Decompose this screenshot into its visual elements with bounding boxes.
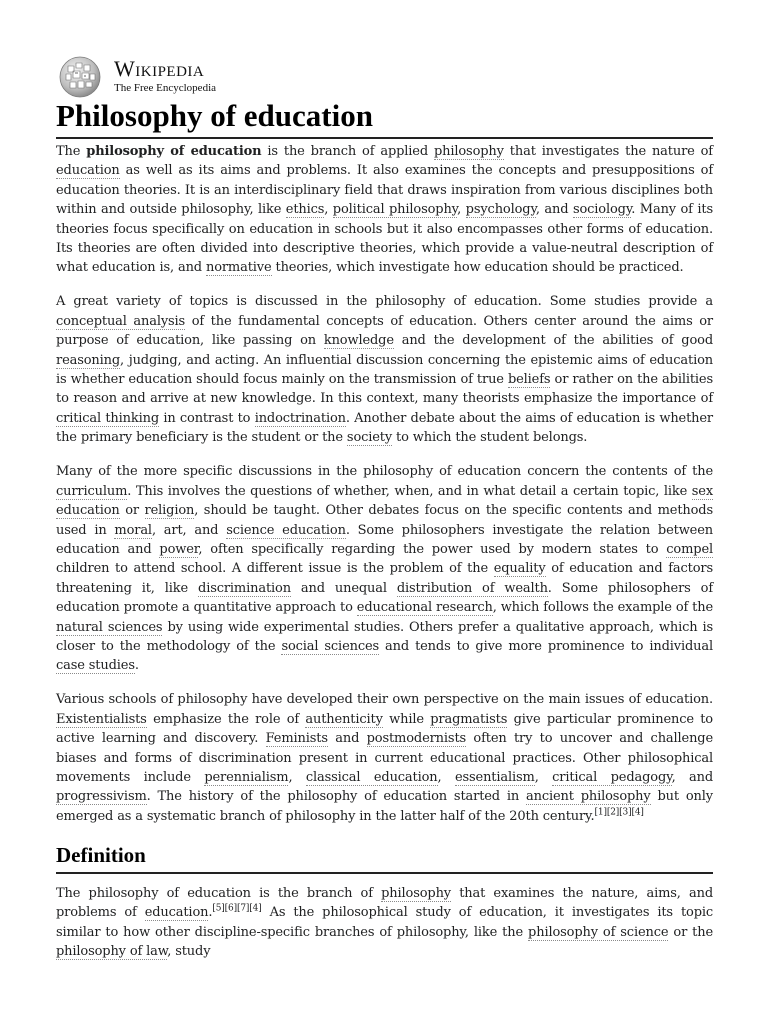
text-run: by using wide experimental studies. Others prefer a qualitative approach, which is closer to the methodology of the <box>56 619 713 654</box>
text-run: . Another debate about the aims of education is whether the primary beneficiary is the student or the <box>56 410 714 446</box>
citation-ref-link[interactable]: [1] <box>594 807 607 818</box>
article-link[interactable]: sociology <box>572 202 632 218</box>
article-link[interactable]: essentialism <box>454 769 535 785</box>
text-run: , <box>534 769 553 785</box>
text-run: . The history of the philosophy of education started in <box>146 789 527 805</box>
citation-ref-link[interactable]: [5] <box>212 904 225 915</box>
text-run: . Some philosophers of education promote a quantitative approach to <box>56 580 714 616</box>
text-run: A great variety of topics is discussed in the philosophy of education. Some studies provide a <box>56 294 713 310</box>
article-link[interactable]: moral <box>114 522 152 538</box>
text-run: to which the student belongs. <box>392 430 588 446</box>
article-link[interactable]: perennialism <box>204 769 289 785</box>
text-run: in contrast to <box>159 410 255 426</box>
text-run: theories, which investigate how education should be practiced. <box>271 260 684 276</box>
citation-ref-link[interactable]: [7] <box>236 904 250 915</box>
article-link[interactable]: beliefs <box>507 372 551 388</box>
article-body <box>56 142 713 841</box>
citation-ref-link[interactable]: [4] <box>249 904 262 915</box>
text-run: and unequal <box>290 580 397 596</box>
text-run: emphasize the role of <box>146 711 306 727</box>
text-run: Many of the more specific discussions in the philosophy of education concern the contents of the <box>56 464 713 480</box>
article-link[interactable]: classical education <box>305 769 438 785</box>
article-link[interactable]: Feminists <box>265 731 328 747</box>
text-run: , study <box>167 944 211 960</box>
text-run: and tends to give more prominence to individual <box>379 638 713 654</box>
text-run: , <box>437 769 455 785</box>
article-link[interactable]: political philosophy <box>332 202 458 218</box>
text-run: children to attend school. A different issue is the problem of the <box>56 561 494 577</box>
definition-paragraph-1 <box>56 884 713 962</box>
article-link[interactable]: philosophy <box>433 144 504 159</box>
bold-term: philosophy of education <box>86 144 262 159</box>
text-run: , and <box>535 202 573 218</box>
text-run: Various schools of philosophy have developed their own perspective on the main issues of education. <box>56 692 713 708</box>
text-run: , judging, and acting. An influential discussion concerning the epistemic aims of education is whether education should focus mainly on the transmission of true <box>56 352 713 388</box>
text-run: . <box>208 905 213 921</box>
section-definition-body <box>56 884 713 976</box>
text-run: , <box>457 202 466 218</box>
text-run: or rather on the abilities to reason and arrive at new knowledge. In this context, many theorists emphasize the importance of <box>56 372 713 407</box>
article-link[interactable]: reasoning <box>56 352 121 368</box>
article-link[interactable]: philosophy of law <box>56 944 168 960</box>
text-run: The philosophy of education is the branch of <box>56 886 382 901</box>
text-run: . This involves the questions of whether, when, and in what detail a certain topic, like <box>127 483 692 499</box>
article-link[interactable]: philosophy <box>381 886 451 901</box>
article-link[interactable]: educational research <box>356 600 493 616</box>
text-run: , art, and <box>151 522 227 538</box>
article-link[interactable]: ethics <box>285 202 325 218</box>
text-run: , should be taught. Other debates focus on the specific contents and methods used in <box>56 503 713 538</box>
article-link[interactable]: science education <box>226 522 346 538</box>
lead-paragraph-4 <box>56 690 713 826</box>
text-run: , <box>288 769 306 785</box>
article-link[interactable]: society <box>346 430 393 446</box>
article-link[interactable]: pragmatists <box>430 711 508 727</box>
lead-paragraph-2 <box>56 292 713 447</box>
page-title: Philosophy of education <box>56 96 713 139</box>
site-tagline: The Free Encyclopedia <box>114 82 217 94</box>
text-run: that examines the nature, aims, and problems of <box>56 886 713 921</box>
article-link[interactable]: sex education <box>56 483 713 519</box>
text-run: . Many of its theories focus specifically on education in schools but it also encompasses other forms of education. Its theories are often divided into descriptive theories, which provide a value-neutral description of what education is, and <box>56 202 713 276</box>
article-link[interactable]: education <box>56 163 120 179</box>
article-link[interactable]: normative <box>205 260 272 276</box>
text-run: , often specifically regarding the power used by modern states to <box>198 541 667 557</box>
article-link[interactable]: knowledge <box>323 333 394 349</box>
lead-paragraph-1 <box>56 142 713 278</box>
text-run: of the fundamental concepts of education. Others center around the aims or purpose of education, like passing on <box>56 313 713 349</box>
article-link[interactable]: postmodernists <box>366 731 467 747</box>
wordmark[interactable] <box>114 58 216 94</box>
article-link[interactable]: distribution of wealth <box>396 580 548 596</box>
article-link[interactable]: education <box>144 905 209 921</box>
text-run: as well as its aims and problems. It also examines the concepts and presuppositions of education theories. It is an interdisciplinary field that draws inspiration from various disciplines both within and outside philosophy, like <box>56 163 713 218</box>
article-link[interactable]: authenticity <box>305 711 383 727</box>
section-heading-definition: Definition <box>56 840 713 874</box>
article-link[interactable]: social sciences <box>281 638 380 654</box>
text-run: . Some philosophers investigate the relation between education and <box>56 522 713 557</box>
article-link[interactable]: Existentialists <box>56 711 147 727</box>
article-link[interactable]: progressivism <box>56 789 147 805</box>
citation-ref-link[interactable]: [4] <box>631 807 644 818</box>
text-run: often try to uncover and challenge biases and forms of discrimination present in current educational practices. Other philosophical movements include <box>56 731 714 785</box>
text-run: that investigates the nature of <box>503 144 713 159</box>
text-run: . <box>134 658 139 674</box>
article-link[interactable]: critical pedagogy <box>552 769 672 785</box>
citation-ref-link[interactable]: [3] <box>619 807 632 818</box>
article-link[interactable]: conceptual analysis <box>56 313 186 329</box>
article-link[interactable]: ancient philosophy <box>526 789 651 805</box>
text-run: while <box>382 711 431 727</box>
site-header <box>56 54 216 98</box>
text-run: , and <box>671 769 714 785</box>
article-link[interactable]: philosophy of science <box>528 924 669 940</box>
text-run: , <box>324 202 333 218</box>
text-run: The <box>56 144 87 159</box>
article-link[interactable]: natural sciences <box>56 619 163 635</box>
text-run: of education and factors threatening it, like <box>56 561 713 596</box>
text-run: but only emerged as a systematic branch of philosophy in the latter half of the 20th century. <box>56 789 713 824</box>
text-run: or <box>119 503 145 519</box>
article-link[interactable]: case studies <box>56 658 135 674</box>
text-run: and the development of the abilities of good <box>393 333 713 349</box>
text-run: or the <box>668 924 714 940</box>
wikipedia-globe-icon[interactable] <box>56 54 104 98</box>
article-link[interactable]: compel <box>666 541 713 557</box>
article-link[interactable]: indoctrination <box>254 410 346 426</box>
article-link[interactable]: equality <box>493 561 546 577</box>
text-run: , which follows the example of the <box>492 600 714 616</box>
article-link[interactable]: discrimination <box>198 580 291 596</box>
citation-ref-link[interactable]: [2] <box>606 807 620 818</box>
article-link[interactable]: religion <box>144 503 195 519</box>
citation-ref-link[interactable]: [6] <box>224 904 237 915</box>
article-link[interactable]: power <box>159 541 199 557</box>
site-name: Wikipedia <box>114 56 205 81</box>
text-run: give particular prominence to active learning and discovery. <box>56 711 713 747</box>
article-link[interactable]: critical thinking <box>56 410 160 426</box>
text-run: and <box>327 731 367 747</box>
article-link[interactable]: curriculum <box>56 483 128 499</box>
text-run: is the branch of applied <box>261 144 434 159</box>
text-run: As the philosophical study of education, it investigates its topic similar to how other discipline-specific branches of philosophy, like the <box>56 905 714 940</box>
article-link[interactable]: psychology <box>465 202 536 218</box>
lead-paragraph-3 <box>56 462 713 675</box>
